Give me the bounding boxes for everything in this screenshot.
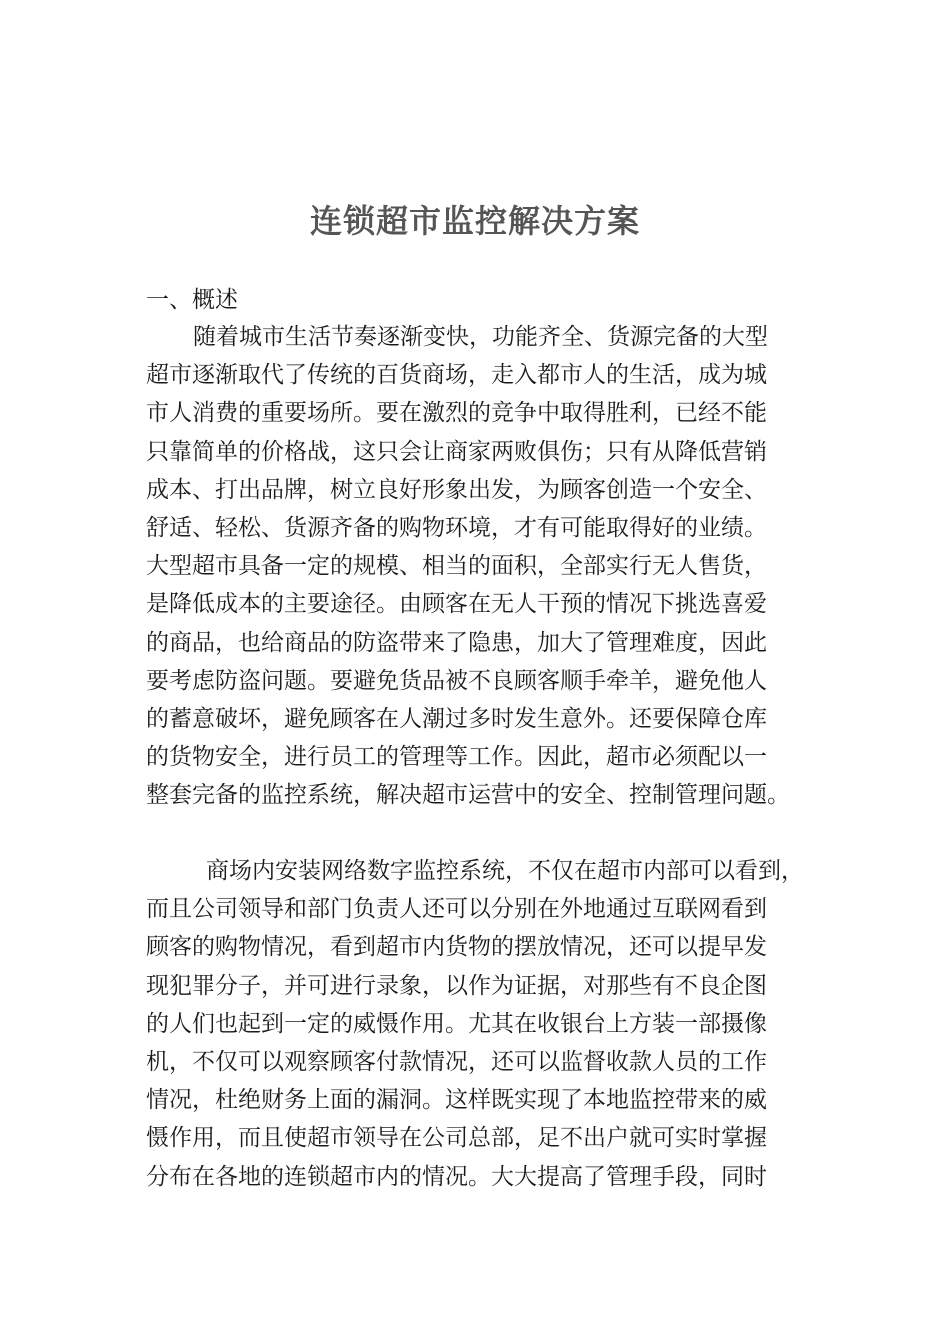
paragraph-line: 情况，杜绝财务上面的漏洞。这样既实现了本地监控带来的威 xyxy=(146,1087,767,1114)
paragraph-line: 舒适、轻松、货源齐备的购物环境，才有可能取得好的业绩。 xyxy=(146,514,767,541)
section-heading-overview: 一、概述 xyxy=(146,287,238,313)
paragraph-line: 慑作用，而且使超市领导在公司总部，足不出户就可实时掌握 xyxy=(146,1125,767,1152)
paragraph-line: 分布在各地的连锁超市内的情况。大大提高了管理手段，同时 xyxy=(146,1163,767,1190)
paragraph-line: 大型超市具备一定的规模、相当的面积，全部实行无人售货， xyxy=(146,553,767,580)
document-title: 连锁超市监控解决方案 xyxy=(309,202,640,240)
paragraph-overview-1 xyxy=(146,318,836,814)
paragraph-line: 的人们也起到一定的威慑作用。尤其在收银台上方装一部摄像 xyxy=(146,1010,767,1037)
paragraph-line: 只靠简单的价格战，这只会让商家两败俱伤；只有从降低营销 xyxy=(146,438,767,465)
paragraph-line: 现犯罪分子，并可进行录象，以作为证据，对那些有不良企图 xyxy=(146,972,767,999)
paragraph-line: 要考虑防盗问题。要避免货品被不良顾客顺手牵羊，避免他人 xyxy=(146,667,767,694)
paragraph-overview-2 xyxy=(146,852,836,1196)
paragraph-line: 的商品，也给商品的防盗带来了隐患，加大了管理难度，因此 xyxy=(146,629,767,656)
paragraph-line: 随着城市生活节奏逐渐变快，功能齐全、货源完备的大型 xyxy=(193,324,768,350)
paragraph-line: 而且公司领导和部门负责人还可以分别在外地通过互联网看到 xyxy=(146,896,767,923)
paragraph-line: 是降低成本的主要途径。由顾客在无人干预的情况下挑选喜爱 xyxy=(146,591,767,618)
paragraph-line: 整套完备的监控系统，解决超市运营中的安全、控制管理问题。 xyxy=(146,782,790,809)
paragraph-line: 超市逐渐取代了传统的百货商场，走入都市人的生活，成为城 xyxy=(146,362,767,389)
paragraph-line: 的蓄意破坏，避免顾客在人潮过多时发生意外。还要保障仓库 xyxy=(146,705,767,732)
paragraph-line: 机，不仅可以观察顾客付款情况，还可以监督收款人员的工作 xyxy=(146,1048,767,1075)
paragraph-line: 的货物安全，进行员工的管理等工作。因此，超市必须配以一 xyxy=(146,744,767,771)
paragraph-line: 成本、打出品牌，树立良好形象出发，为顾客创造一个安全、 xyxy=(146,476,767,503)
paragraph-line: 市人消费的重要场所。要在激烈的竞争中取得胜利，已经不能 xyxy=(146,400,767,427)
paragraph-line: 商场内安装网络数字监控系统，不仅在超市内部可以看到， xyxy=(206,858,804,884)
paragraph-line: 顾客的购物情况，看到超市内货物的摆放情况，还可以提早发 xyxy=(146,934,767,961)
